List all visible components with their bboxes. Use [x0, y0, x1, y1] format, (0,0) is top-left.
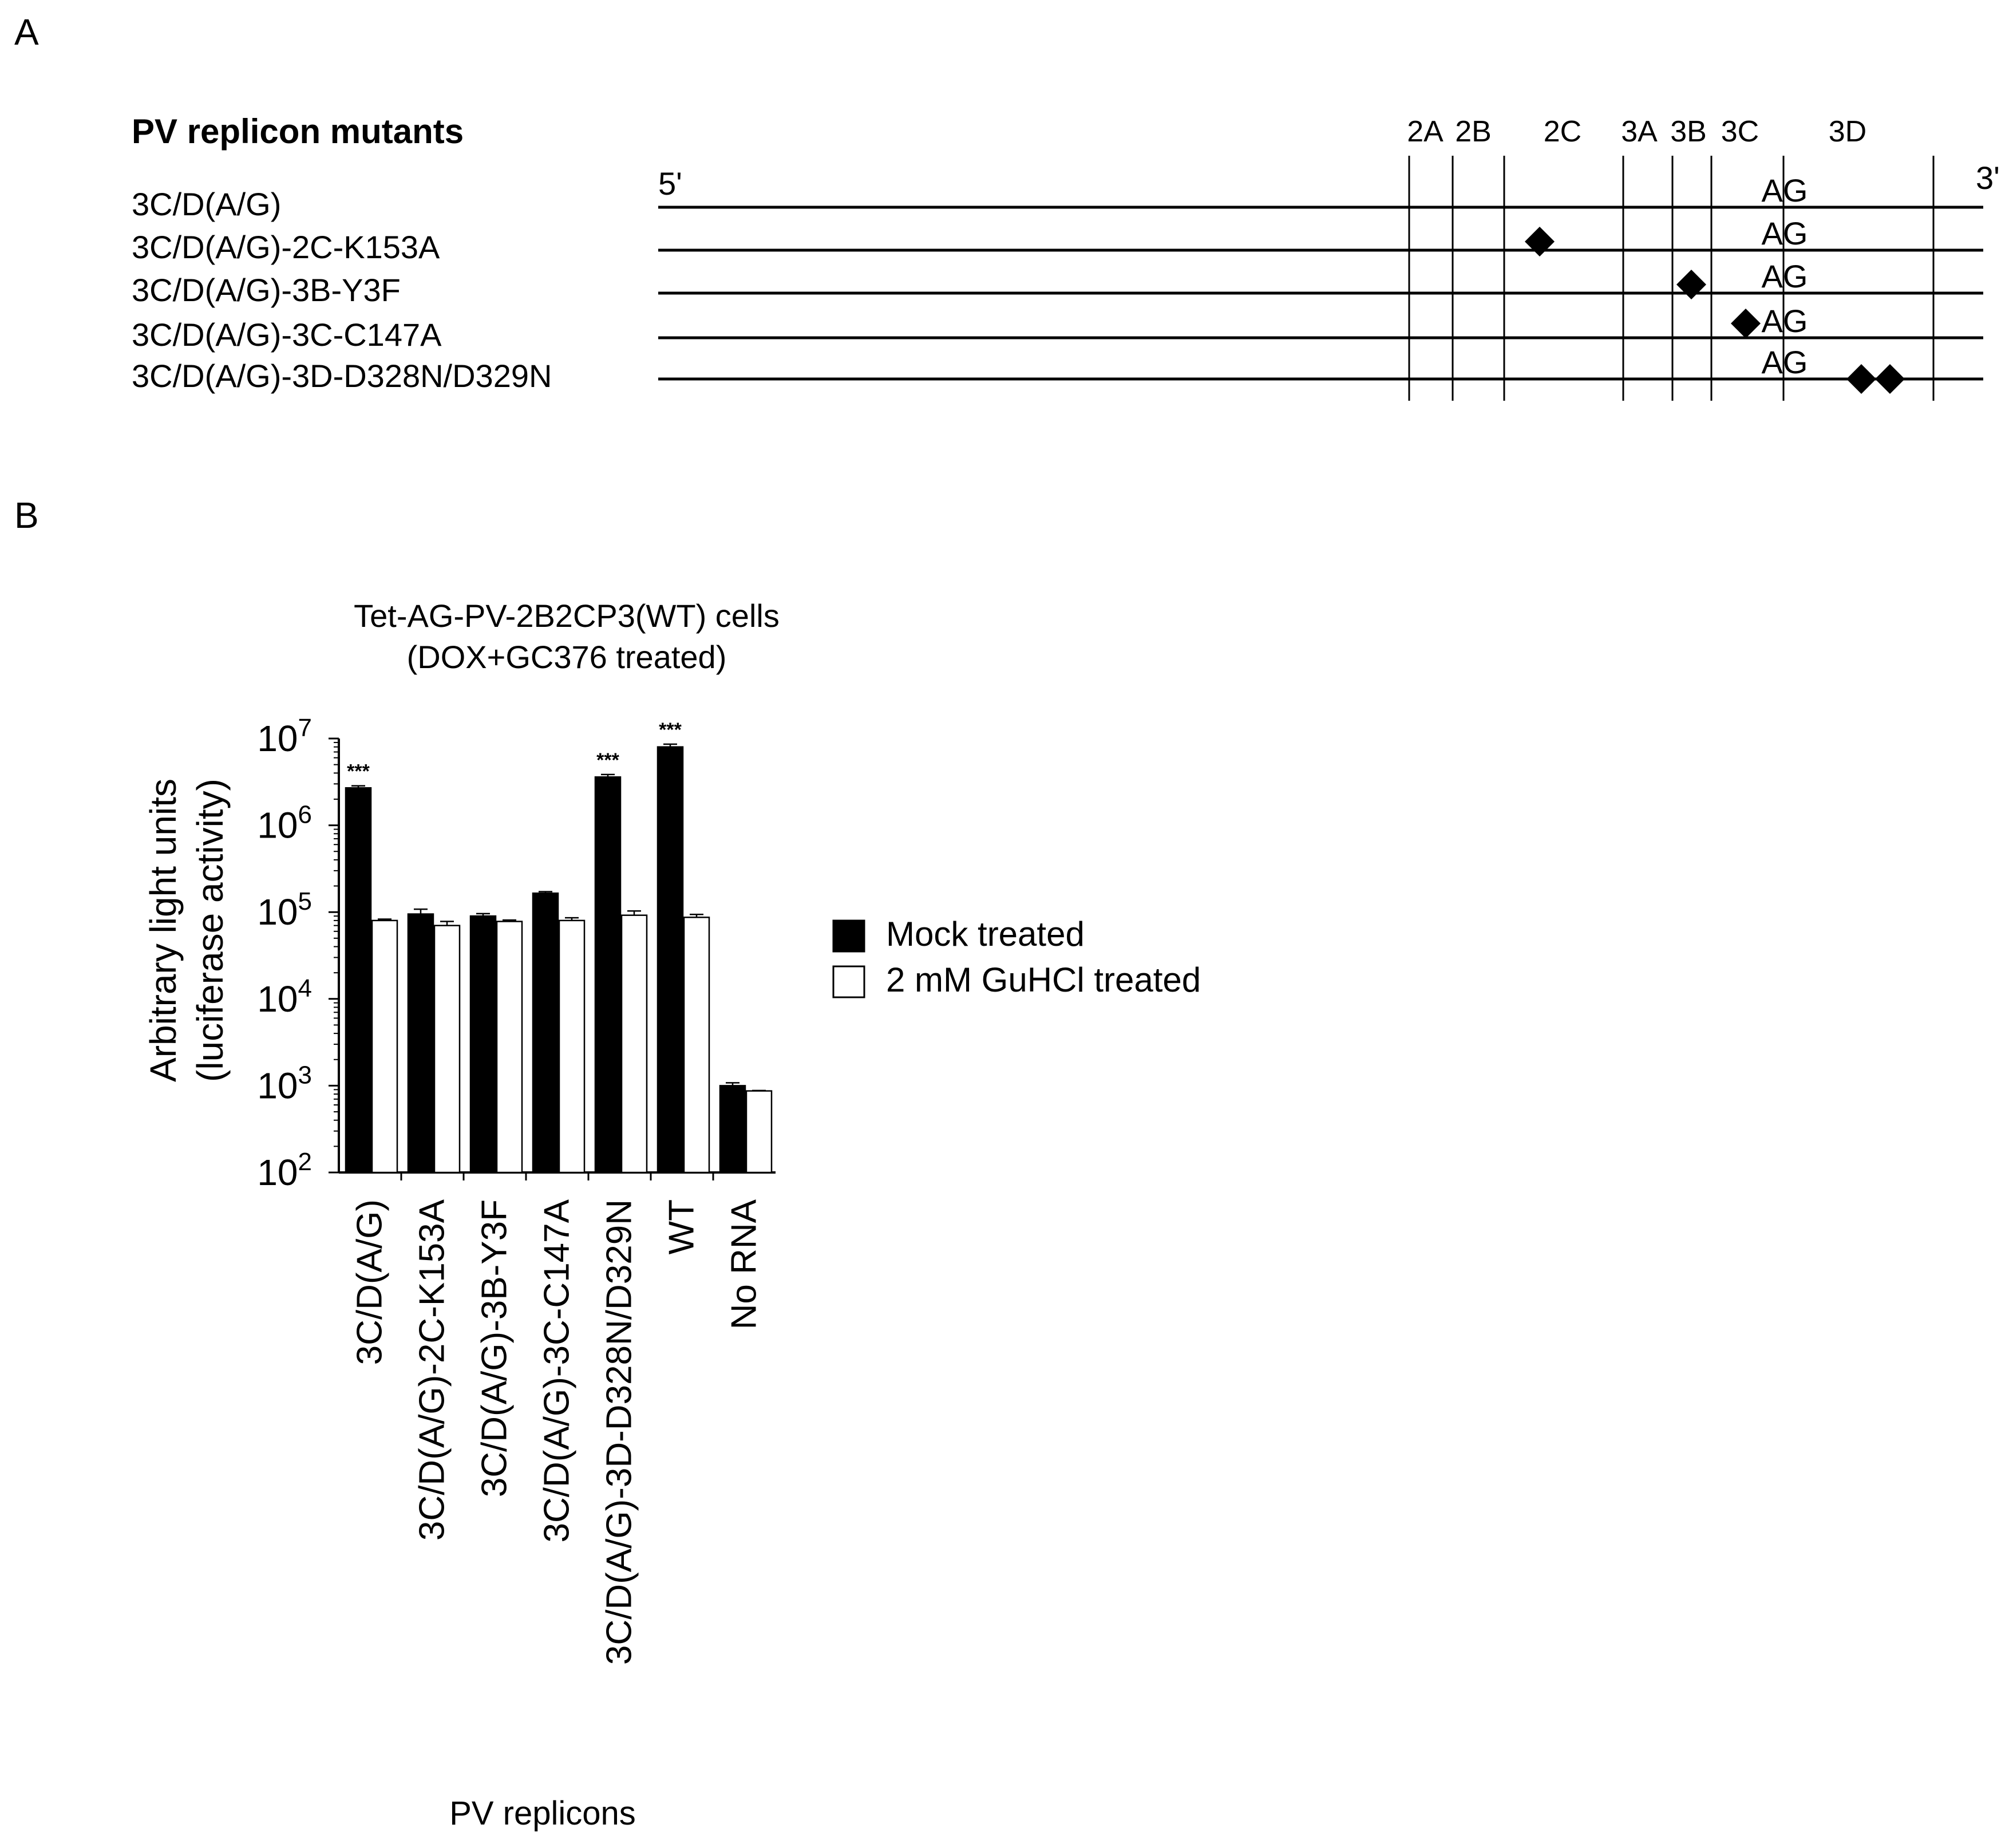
x-tick-label: 3C/D(A/G) [350, 1199, 390, 1365]
bar-guhcl-treated [746, 1091, 772, 1172]
map-heading: PV replicon mutants [132, 112, 464, 151]
region-label: 3C [1721, 115, 1759, 148]
region-label: 2B [1455, 115, 1492, 148]
x-tick-label: 3C/D(A/G)-3C-C147A [537, 1199, 577, 1543]
panel-a-label: A [14, 11, 39, 53]
ag-mutation-label: AG [1761, 344, 1808, 380]
significance-marker: *** [596, 749, 619, 771]
mutation-diamond [1676, 270, 1706, 299]
x-tick-label: 3C/D(A/G)-2C-K153A [412, 1199, 452, 1541]
y-tick-label: $10^5$ [257, 887, 312, 933]
mutation-diamond [1846, 364, 1876, 394]
chart-subtitle: (DOX+GC376 treated) [406, 639, 727, 675]
ag-mutation-label: AG [1761, 258, 1808, 294]
legend [833, 915, 1201, 999]
y-tick-label: $10^3$ [257, 1061, 312, 1107]
mutation-diamond [1875, 364, 1905, 394]
region-label: 3A [1621, 115, 1658, 148]
bar-mock-treated [658, 747, 683, 1172]
bar-mock-treated [533, 893, 558, 1172]
y-tick-label: $10^7$ [257, 714, 312, 759]
region-label: 3B [1670, 115, 1707, 148]
y-axis-title [143, 779, 231, 1082]
ag-mutation-label: AG [1761, 303, 1808, 339]
mutation-diamond [1731, 309, 1761, 338]
region-label: 2C [1543, 115, 1582, 148]
mutant-label: 3C/D(A/G) [132, 186, 282, 222]
x-tick-label: No RNA [724, 1199, 764, 1330]
bar-guhcl-treated [622, 915, 647, 1172]
significance-marker: *** [659, 718, 682, 741]
y-tick-label: $10^4$ [257, 974, 312, 1020]
legend-swatch-guhcl [833, 966, 864, 997]
y-tick-label: $10^6$ [257, 800, 312, 846]
bar-mock-treated [408, 914, 433, 1172]
significance-marker: *** [347, 760, 370, 783]
x-tick-label: 3C/D(A/G)-3B-Y3F [474, 1199, 515, 1498]
panel-b-label: B [14, 495, 39, 536]
three-prime-label: 3' [1976, 160, 2000, 196]
replicon-map [132, 112, 2000, 401]
mutant-label: 3C/D(A/G)-2C-K153A [132, 229, 440, 265]
bar-guhcl-treated [497, 922, 522, 1172]
region-label: 3D [1828, 115, 1867, 148]
ag-mutation-label: AG [1761, 172, 1808, 208]
y-tick-label: $10^2$ [257, 1148, 312, 1193]
legend-label: 2 mM GuHCl treated [886, 961, 1201, 999]
chart-title [354, 598, 780, 675]
bar-guhcl-treated [434, 926, 460, 1172]
bar-mock-treated [595, 777, 620, 1172]
y-axis-title-line1: Arbitrary light units [143, 779, 184, 1082]
x-tick-label: WT [662, 1199, 702, 1255]
mutant-label: 3C/D(A/G)-3C-C147A [132, 317, 442, 353]
bar-guhcl-treated [684, 917, 709, 1172]
bar-mock-treated [720, 1085, 745, 1172]
bar-guhcl-treated [559, 921, 584, 1172]
x-tick-label: 3C/D(A/G)-3D-D328N/D329N [599, 1199, 639, 1665]
bar-guhcl-treated [372, 921, 397, 1172]
y-axis-title-line2: (luciferase activity) [189, 779, 231, 1082]
legend-label: Mock treated [886, 915, 1085, 953]
mutant-label: 3C/D(A/G)-3B-Y3F [132, 272, 401, 308]
bar-mock-treated [470, 916, 496, 1172]
ag-mutation-label: AG [1761, 215, 1808, 251]
bar-chart [257, 714, 776, 1665]
bar-mock-treated [346, 788, 371, 1172]
chart-title-line1: Tet-AG-PV-2B2CP3(WT) cells [354, 598, 780, 634]
five-prime-label: 5' [658, 165, 682, 202]
mutant-label: 3C/D(A/G)-3D-D328N/D329N [132, 358, 552, 394]
region-label: 2A [1407, 115, 1443, 148]
x-axis-title: PV replicons [449, 1795, 636, 1832]
mutation-diamond [1525, 227, 1555, 256]
legend-swatch-mock [833, 921, 864, 951]
